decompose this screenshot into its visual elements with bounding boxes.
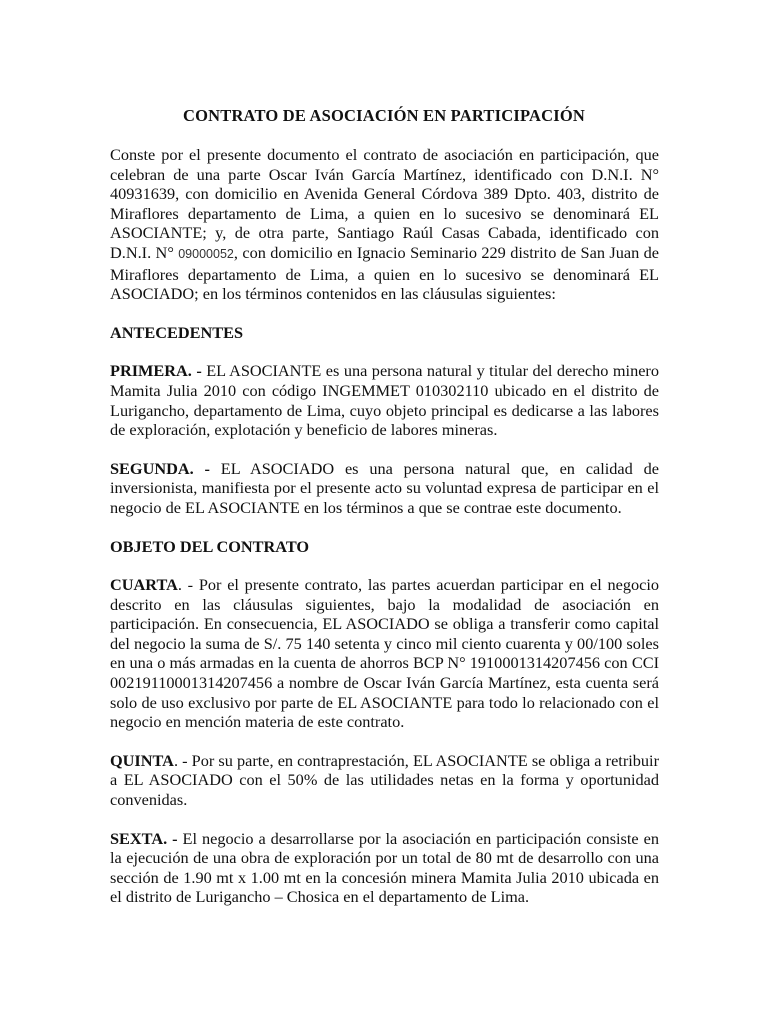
clause-label: QUINTA bbox=[110, 750, 174, 770]
clause-text: EL ASOCIADO es una persona natural que, en calidad de inversionista, manifiesta por el presente acto su voluntad expresa de participar en el negocio de EL ASOCIANTE en los términos a que se contrae este documento. bbox=[110, 458, 659, 517]
intro-text-part2: , con domicilio en Ignacio Seminario 229 distrito de San Juan de Miraflores departamento de Lima, a quien en lo sucesivo se denominará EL ASOCIADO; en los términos contenidos en las cláusulas siguientes: bbox=[110, 242, 659, 304]
intro-paragraph bbox=[110, 145, 659, 304]
document-body bbox=[110, 145, 659, 926]
clause-sexta bbox=[110, 829, 659, 907]
clause-label: SEXTA. - bbox=[110, 828, 178, 848]
section-heading-antecedentes: ANTECEDENTES bbox=[110, 322, 244, 342]
clause-quinta bbox=[110, 751, 659, 810]
dni-number: 09000052 bbox=[178, 246, 234, 261]
clause-text: . - Por el presente contrato, las partes acuerdan participar en el negocio descrito en las cláusulas siguientes, bajo la modalidad de asociación en participación. En consecuencia, EL ASOCIADO se obliga a transferir como capital del negocio la suma de S/. 75 140 setenta y cinco mil ciento cuarenta y 00/100 soles en una o más armadas en la cuenta de ahorros BCP N° 1910001314207456 con CCI 00219110001314207456 a nombre de Oscar Iván García Martínez, esta cuenta será solo de uso exclusivo por parte de EL ASOCIANTE para todo lo relacionado con el negocio en mención materia de este contrato. bbox=[110, 575, 659, 732]
section-heading-objeto: OBJETO DEL CONTRATO bbox=[110, 536, 310, 556]
intro-text-part1: Conste por el presente documento el contrato de asociación en participación, que celebran de una parte Oscar Iván García Martínez, identificado con D.N.I. N° 40931639, con domicilio en Avenida General Córdova 389 Dpto. 403, distrito de Miraflores departamento de Lima, a quien en lo sucesivo se denominará EL ASOCIANTE; y, de otra parte, Santiago Raúl Casas Cabada, identificado con D.N.I. N° bbox=[110, 145, 659, 262]
clause-primera bbox=[110, 361, 659, 439]
clause-segunda bbox=[110, 459, 659, 518]
clause-text: . - Por su parte, en contraprestación, EL ASOCIANTE se obliga a retribuir a EL ASOCIADO con el 50% de las utilidades netas en la forma y oportunidad convenidas. bbox=[110, 750, 659, 810]
clause-text: EL ASOCIANTE es una persona natural y titular del derecho minero Mamita Julia 2010 con código INGEMMET 010302110 ubicado en el distrito de Lurigancho, departamento de Lima, cuyo objeto principal es dedicarse a las labores de exploración, explotación y beneficio de labores mineras. bbox=[110, 361, 659, 440]
clause-label: PRIMERA. - bbox=[110, 361, 202, 381]
clause-cuarta bbox=[110, 575, 659, 732]
clause-text: El negocio a desarrollarse por la asociación en participación consiste en la ejecución de una obra de exploración por un total de 80 mt de desarrollo con una sección de 1.90 mt x 1.00 mt en la concesión minera Mamita Julia 2010 ubicada en el distrito de Lurigancho – Chosica en el departamento de Lima. bbox=[110, 828, 659, 907]
clause-label: CUARTA bbox=[110, 575, 178, 595]
clause-label: SEGUNDA. - bbox=[110, 458, 210, 478]
document-title: CONTRATO DE ASOCIACIÓN EN PARTICIPACIÓN bbox=[182, 106, 586, 125]
